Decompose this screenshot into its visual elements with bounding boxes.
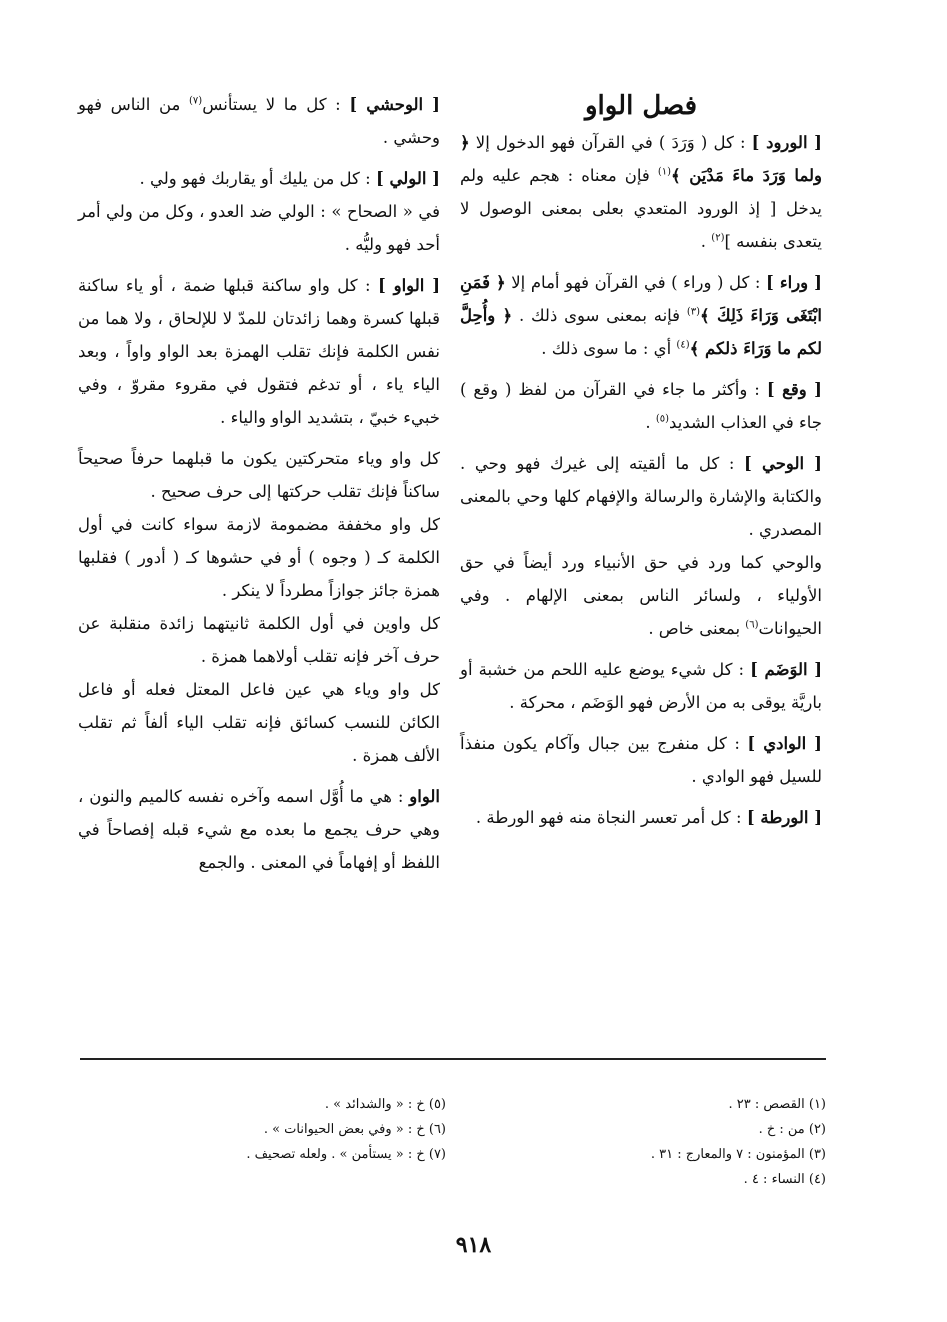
- footnote-ref: (٣): [686, 306, 701, 318]
- entry-text: : كل منفرج بين جبال وآكام يكون منفذاً للسيل فهو الوادي .: [460, 734, 822, 786]
- footnote: (٢) من : خ .: [758, 1122, 826, 1137]
- entry-text: : كل واو ساكنة قبلها ضمة ، أو ياء ساكنة قبلها كسرة وهما زائدتان للمدّ لا للإلحاق ، ولا هما من نفس الكلمة فإنك تقلب الهمزة بعد الواو واواً ، وبعد الياء ياء ، أو تدغم فتقول في مقروء مقروّ ، وفي خبيء خبيّ ، بتشديد الواو والياء .: [78, 276, 440, 427]
- paragraph: كل واو مخففة مضمومة لازمة سواء كانت في أول الكلمة كـ ( وجوه ) أو في حشوها كـ ( أدور ) فقلبها همزة جائز جوازاً مطرداً لا ينكر .: [78, 515, 440, 600]
- entry-text: .: [645, 413, 656, 432]
- entry-text: : كل شيء يوضع عليه اللحم من خشبة أو باريَّة يوقى به من الأرض فهو الوَضَم ، محركة .: [460, 660, 822, 712]
- entry-term: [ الورطة ]: [746, 808, 822, 827]
- footnote-ref: (٧): [189, 95, 203, 107]
- paragraph: كل واوين في أول الكلمة ثانيتهما زائدة منقلبة عن حرف آخر فإنه تقلب أولاهما همزة .: [78, 614, 440, 666]
- paragraph: كل واو وياء متحركتين يكون ما قبلهما حرفاً صحيحاً ساكناً فإنك تقلب حركتها إلى حرف صحيح .: [78, 449, 440, 501]
- entry-term: [ الورود ]: [751, 133, 822, 152]
- entry-term: [ الواو ]: [377, 276, 441, 295]
- entry-text: : كل ( وراء ) في القرآن فهو أمام إلا: [505, 273, 766, 292]
- footnote: (٤) النساء : ٤ .: [743, 1172, 826, 1187]
- entry-text: في « الصحاح » : الولي ضد العدو ، وكل من ولي أمر أحد فهو وليُّه .: [78, 202, 440, 254]
- entry-wali-continued: [78, 195, 440, 261]
- entry-wart: [460, 801, 822, 834]
- entry-text: .: [700, 232, 712, 251]
- footnote-ref: (٦): [745, 619, 759, 631]
- entry-text: : كل من يليك أو يقاربك فهو ولي .: [139, 169, 376, 188]
- entry-wadam: [460, 653, 822, 719]
- paragraph: كل واو وياء هي عين فاعل المعتل فعله أو فاعل الكائن للنسب كسائق فإنه تقلب الياء ألفاً ثم تقلب الألف همزة .: [78, 680, 440, 765]
- entry-text: والوحي كما ورد في حق الأنبياء ورد أيضاً في حق الأولياء ، ولسائر الناس بمعنى الإلهام . وفي الحيوانات: [460, 553, 822, 638]
- entry-term: [ وقع ]: [766, 380, 822, 399]
- footnote: (٧) خ : « يستأمن » . ولعله تصحيف .: [246, 1147, 446, 1162]
- quran-verse: ﴿ وأُحِلَّ لكم ما وَرَاءَ ذلكم ﴾: [460, 306, 822, 358]
- footnote: (١) القصص : ٢٣ .: [728, 1097, 826, 1112]
- footnotes-right: [560, 1092, 826, 1192]
- entry-wadi: [460, 727, 822, 793]
- entry-wahy: [460, 447, 822, 546]
- entry-wahy-continued: [460, 546, 822, 645]
- entry-waraa: [460, 266, 822, 365]
- section-heading: فصل الواو: [584, 91, 698, 121]
- entry-text: بمعنى خاص .: [648, 619, 746, 638]
- footnote-ref: (٢): [711, 232, 725, 244]
- entry-wahshi: [78, 88, 440, 154]
- footnote-divider: [80, 1058, 826, 1060]
- entry-text: فإن معناه : هجم عليه ولم يدخل [ إذ الورود المتعدي بعلى بمعنى الوصول لا يتعدى بنفسه ]: [460, 166, 822, 251]
- entry-text: : كل ( وَرَدَ ) في القرآن فهو الدخول إلا: [469, 133, 752, 152]
- footnote-ref: (١): [657, 166, 671, 178]
- footnote: (٦) خ : « وفي بعض الحيوانات » .: [263, 1122, 446, 1137]
- entry-waqa: [460, 373, 822, 439]
- entry-text: : كل ما ألقيته إلى غيرك فهو وحي . والكتابة والإشارة والرسالة والإفهام كلها وحي بالمعنى المصدري .: [460, 454, 822, 539]
- page-number: ٩١٨: [455, 1232, 492, 1258]
- entry-text: من الناس فهو وحشي .: [78, 95, 440, 147]
- entry-text: : وأكثر ما جاء في القرآن من لفظ ( وقع ) جاء في العذاب الشديد: [460, 380, 822, 432]
- entry-term: [ الولي ]: [375, 169, 440, 188]
- entry-term: [ الوحشي ]: [349, 95, 440, 114]
- entry-text: : كل أمر تعسر النجاة منه فهو الورطة .: [475, 808, 747, 827]
- footnotes-left: [150, 1092, 446, 1167]
- entry-term: [ الوادي ]: [747, 734, 822, 753]
- entry-term: [ الوَضَم ]: [750, 660, 822, 679]
- footnote: (٥) خ : « والشدائد » .: [324, 1097, 446, 1112]
- entry-text: فإنه بمعنى سوى ذلك .: [512, 306, 687, 325]
- entry-waw-letter: [78, 780, 440, 879]
- footnote-ref: (٥): [655, 413, 670, 425]
- entry-text: أي : ما سوى ذلك .: [541, 339, 677, 358]
- entry-term: [ الوحي ]: [744, 454, 822, 473]
- entry-text: : كل ما لا يستأنس: [202, 95, 350, 114]
- entry-term: [ وراء ]: [765, 273, 822, 292]
- footnote: (٣) المؤمنون : ٧ والمعارج : ٣١ .: [650, 1147, 826, 1162]
- entry-wali: [78, 162, 440, 195]
- right-column: [460, 88, 822, 842]
- footnote-ref: (٤): [676, 339, 690, 351]
- left-column: [78, 88, 440, 887]
- quran-verse: ﴿ ولما وَرَدَ ماءَ مَدْيَن ﴾: [460, 133, 822, 185]
- entry-wurud: [460, 126, 822, 258]
- quran-verse: ﴿ فَمَنِ ابْتَغَى وَرَاءَ ذَلِكَ ﴾: [460, 273, 822, 325]
- entry-term: الواو: [409, 787, 440, 806]
- entry-text: : هي ما أُوَّل اسمه وآخره نفسه كالميم والنون ، وهي حرف يجمع ما بعده مع شيء قبله إفصاحاً في اللفظ أو إفهاماً في المعنى . والجمع: [78, 787, 440, 872]
- entry-waw: [78, 269, 440, 434]
